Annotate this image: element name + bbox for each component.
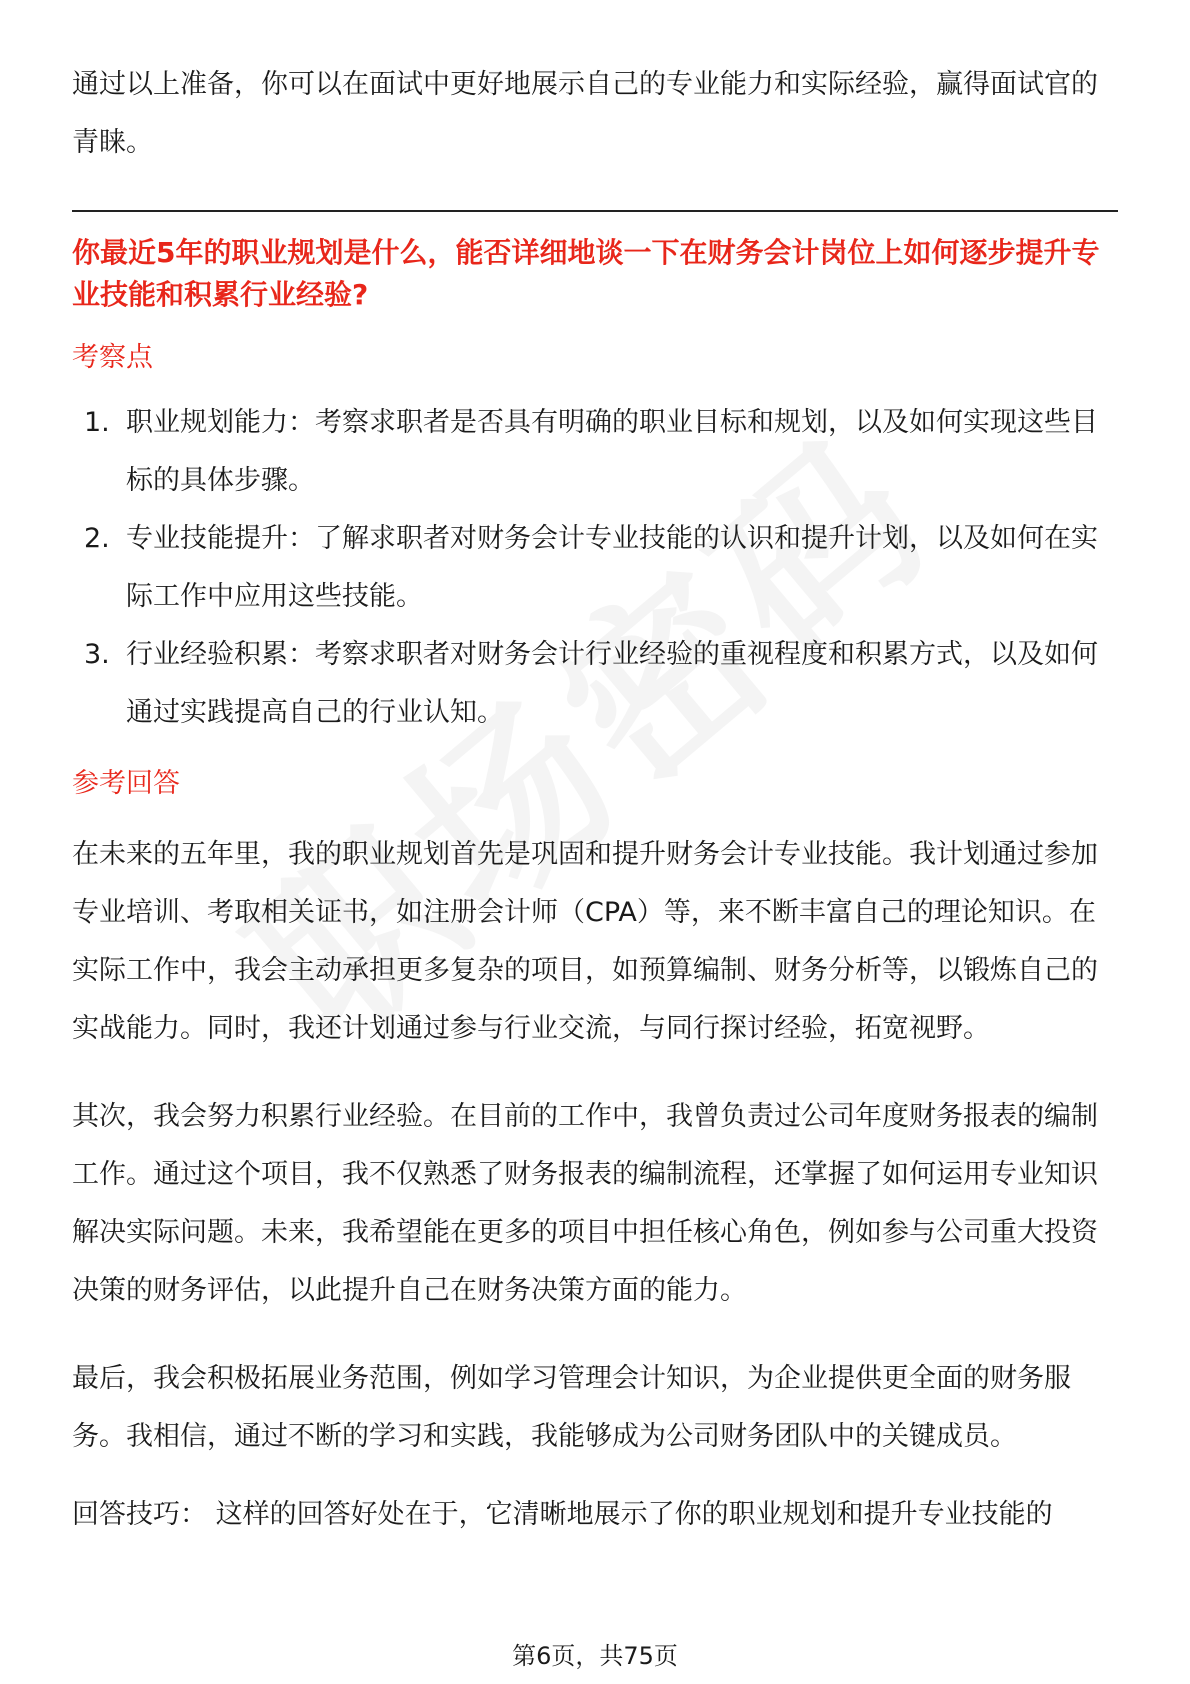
list-item-text: 职业规划能力：考察求职者是否具有明确的职业目标和规划，以及如何实现这些目标的具体步骤。 bbox=[126, 407, 1098, 496]
question-heading: 你最近5年的职业规划是什么，能否详细地谈一下在财务会计岗位上如何逐步提升专业技能和积累行业经验? bbox=[72, 236, 1100, 311]
examine-points-heading: 考察点 bbox=[72, 342, 153, 373]
list-item bbox=[72, 626, 1118, 742]
list-item bbox=[72, 510, 1118, 626]
list-item-number: 1. bbox=[84, 407, 110, 438]
list-item bbox=[72, 394, 1118, 510]
answer-paragraph: 最后，我会积极拓展业务范围，例如学习管理会计知识，为企业提供更全面的财务服务。我相信，通过不断的学习和实践，我能够成为公司财务团队中的关键成员。 bbox=[72, 1363, 1071, 1452]
examine-points-list bbox=[72, 394, 1118, 742]
answer-tip-paragraph: 回答技巧： 这样的回答好处在于，它清晰地展示了你的职业规划和提升专业技能的 bbox=[72, 1499, 1053, 1530]
list-item-text: 行业经验积累：考察求职者对财务会计行业经验的重视程度和积累方式，以及如何通过实践提高自己的行业认知。 bbox=[126, 639, 1098, 728]
intro-paragraph: 通过以上准备，你可以在面试中更好地展示自己的专业能力和实际经验，赢得面试官的青睐。 bbox=[72, 69, 1098, 158]
document-page bbox=[72, 0, 1118, 1544]
answer-paragraph: 在未来的五年里，我的职业规划首先是巩固和提升财务会计专业技能。我计划通过参加专业培训、考取相关证书，如注册会计师（CPA）等，来不断丰富自己的理论知识。在实际工作中，我会主动承担更多复杂的项目，如预算编制、财务分析等，以锻炼自己的实战能力。同时，我还计划通过参与行业交流，与同行探讨经验，拓宽视野。 bbox=[72, 839, 1098, 1044]
section-divider bbox=[72, 210, 1118, 212]
page-number-footer: 第6页，共75页 bbox=[512, 1642, 678, 1670]
list-item-text: 专业技能提升：了解求职者对财务会计专业技能的认识和提升计划，以及如何在实际工作中应用这些技能。 bbox=[126, 523, 1098, 612]
answer-paragraph: 其次，我会努力积累行业经验。在目前的工作中，我曾负责过公司年度财务报表的编制工作。通过这个项目，我不仅熟悉了财务报表的编制流程，还掌握了如何运用专业知识解决实际问题。未来，我希望能在更多的项目中担任核心角色，例如参与公司重大投资决策的财务评估，以此提升自己在财务决策方面的能力。 bbox=[72, 1101, 1098, 1306]
reference-answer-heading: 参考回答 bbox=[72, 768, 180, 799]
list-item-number: 3. bbox=[84, 639, 110, 670]
list-item-number: 2. bbox=[84, 523, 110, 554]
